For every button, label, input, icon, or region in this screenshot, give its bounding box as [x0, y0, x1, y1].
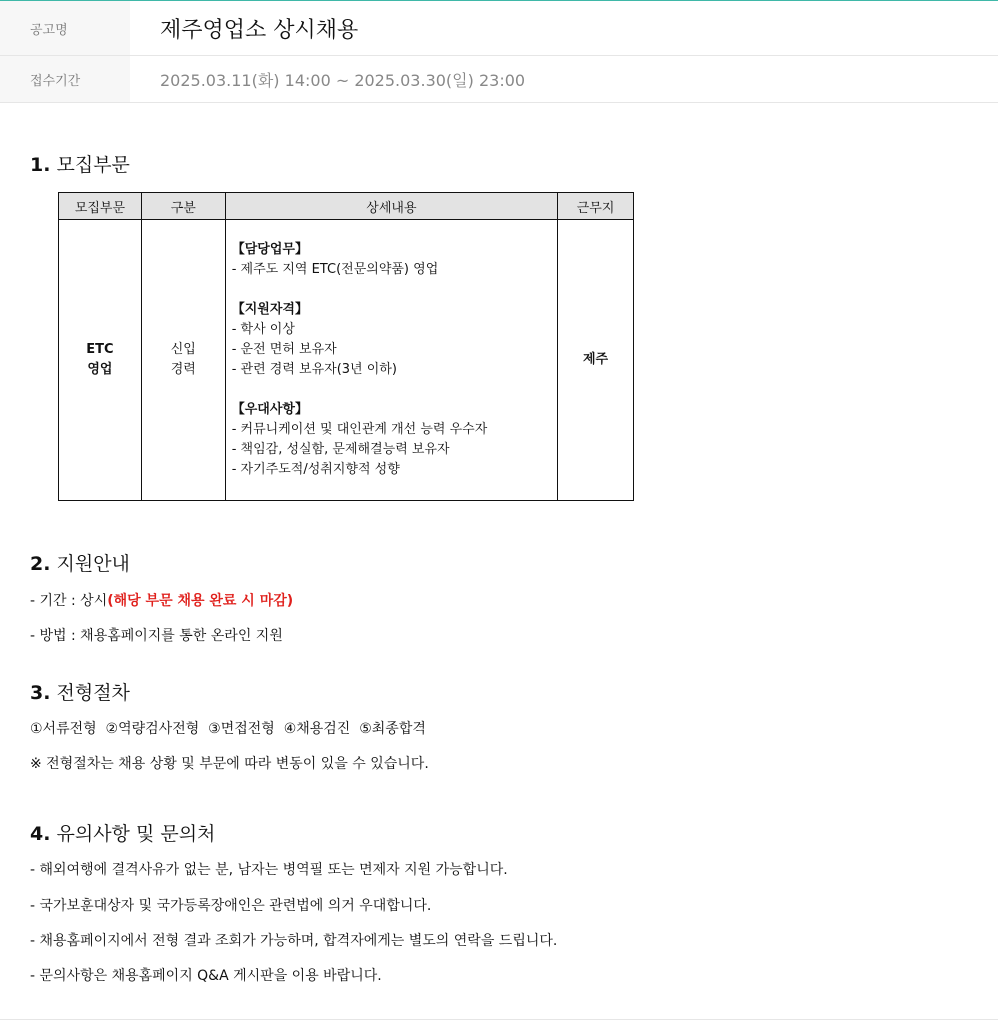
posting-title-row — [0, 1, 998, 56]
section-3-title — [30, 678, 130, 705]
apply-period-text: - 기간 : 상시 — [30, 593, 108, 609]
cell-type — [141, 220, 225, 501]
cell-location: 제주 — [558, 220, 634, 501]
section-3-number: 3. — [30, 682, 51, 704]
apply-period-line — [30, 590, 293, 610]
apply-method-line: - 방법 : 채용홈페이지를 통한 온라인 지원 — [30, 628, 283, 644]
application-period: 2025.03.11(화) 14:00 ~ 2025.03.30(일) 23:00 — [160, 70, 526, 90]
header-location: 근무지 — [558, 193, 634, 220]
preference-title: 【우대사항】 — [231, 402, 308, 417]
content-bottom-divider — [0, 1019, 998, 1020]
qualification-item: - 관련 경력 보유자(3년 이하) — [231, 362, 397, 377]
application-period-label: 접수기간 — [0, 56, 130, 102]
section-4-heading: 유의사항 및 문의처 — [56, 823, 216, 845]
notice-item: - 해외여행에 결격사유가 없는 분, 남자는 병역필 또는 면제자 지원 가능합니다. — [30, 862, 508, 878]
section-4-number: 4. — [30, 823, 51, 845]
application-period-row — [0, 56, 998, 103]
section-2-heading: 지원안내 — [56, 553, 130, 575]
type-line-1: 신입 — [170, 342, 196, 357]
section-1-heading: 모집부문 — [56, 154, 130, 176]
duty-item: - 제주도 지역 ETC(전문의약품) 영업 — [231, 262, 439, 277]
cell-details — [225, 220, 557, 501]
duty-title: 【담당업무】 — [231, 242, 308, 257]
section-3-heading: 전형절차 — [56, 682, 130, 704]
posting-title: 제주영업소 상시채용 — [160, 17, 359, 43]
preference-item: - 자기주도적/성취지향적 성향 — [231, 462, 400, 477]
recruitment-table — [58, 192, 634, 501]
selection-note: ※ 전형절차는 채용 상황 및 부문에 따라 변동이 있을 수 있습니다. — [30, 756, 429, 772]
notice-item: - 국가보훈대상자 및 국가등록장애인은 관련법에 의거 우대합니다. — [30, 898, 432, 914]
notice-item: - 문의사항은 채용홈페이지 Q&A 게시판을 이용 바랍니다. — [30, 968, 382, 984]
table-header-row — [59, 193, 634, 220]
notice-item: - 채용홈페이지에서 전형 결과 조회가 가능하며, 합격자에게는 별도의 연락을 드립니다. — [30, 933, 558, 949]
section-4-title — [30, 819, 215, 846]
preference-item: - 책임감, 성실함, 문제해결능력 보유자 — [231, 442, 450, 457]
division-line-1: ETC — [86, 342, 114, 357]
section-2-number: 2. — [30, 553, 51, 575]
cell-division — [59, 220, 142, 501]
preference-item: - 커뮤니케이션 및 대인관계 개선 능력 우수자 — [231, 422, 488, 437]
qualification-item: - 운전 면허 보유자 — [231, 342, 337, 357]
header-details: 상세내용 — [225, 193, 557, 220]
section-2-title — [30, 549, 130, 576]
selection-steps: ①서류전형 ②역량검사전형 ③면접전형 ④채용검진 ⑤최종합격 — [30, 721, 426, 737]
posting-title-label: 공고명 — [0, 1, 130, 55]
header-type: 구분 — [141, 193, 225, 220]
type-line-2: 경력 — [170, 362, 196, 377]
table-row — [59, 220, 634, 501]
header-division: 모집부문 — [59, 193, 142, 220]
qualification-title: 【지원자격】 — [231, 302, 308, 317]
division-line-2: 영업 — [87, 362, 113, 377]
section-1-number: 1. — [30, 154, 51, 176]
apply-period-note: (해당 부문 채용 완료 시 마감) — [107, 593, 294, 609]
qualification-item: - 학사 이상 — [231, 322, 295, 337]
section-1-title — [30, 150, 130, 177]
